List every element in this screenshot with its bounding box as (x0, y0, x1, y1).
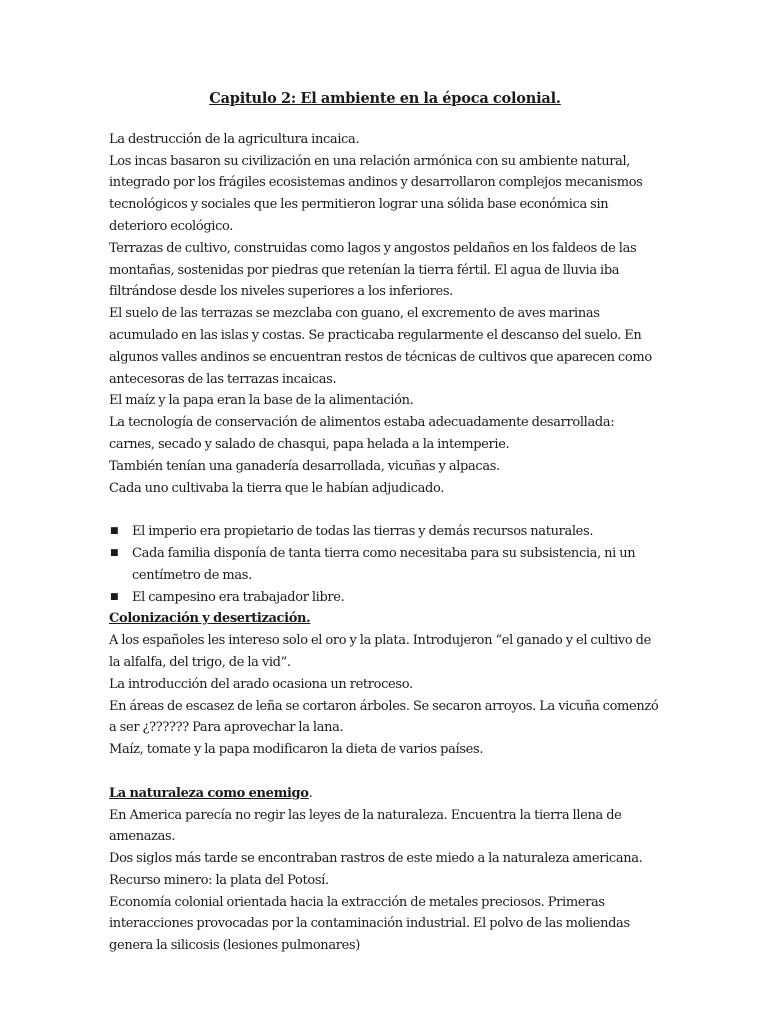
paragraph: También tenían una ganadería desarrollada, vicuñas y alpacas. (109, 458, 500, 474)
paragraph: La destrucción de la agricultura incaica. (109, 131, 360, 147)
paragraph: Dos siglos más tarde se encontraban rastros de este miedo a la naturaleza americana. (109, 851, 643, 867)
page-title: Capitulo 2: El ambiente en la época colonial. (209, 90, 561, 107)
blank-line (109, 761, 661, 783)
section-agricultura-incaica (109, 129, 661, 500)
paragraph: Cada uno cultivaba la tierra que le habían adjudicado. (109, 480, 445, 496)
paragraph: Terrazas de cultivo, construidas como lagos y angostos peldaños en los faldeos de las montañas, sostenidas por piedras que retenían la tierra fértil. El agua de lluvia iba filtrándose desde los niveles superiores a los inferiores. (109, 240, 637, 300)
heading-period: . (308, 785, 313, 801)
paragraph: Economía colonial orientada hacia la extracción de metales preciosos. Primeras interacciones provocadas por la contaminación industrial. El polvo de las moliendas genera la silicosis (lesiones pulmonares) (109, 894, 630, 954)
paragraph: En America parecía no regir las leyes de la naturaleza. Encuentra la tierra llena de amenazas. (109, 807, 622, 845)
paragraph: A los españoles les intereso solo el oro y la plata. Introdujeron “el ganado y el cultivo de la alfalfa, del trigo, de la vid”. (109, 633, 651, 670)
blank-line (109, 499, 661, 521)
section-colonizacion (109, 608, 661, 761)
bullet-list (109, 521, 661, 608)
paragraph: La tecnología de conservación de alimentos estaba adecuadamente desarrollada: carnes, secado y salado de chasqui, papa helada a la intemperie. (109, 415, 615, 452)
square-bullet-icon: ■ (110, 591, 119, 602)
paragraph: Recurso minero: la plata del Potosí. (109, 872, 329, 888)
section-heading-line (109, 783, 661, 805)
paragraph: Los incas basaron su civilización en una relación armónica con su ambiente natural, integrado por los frágiles ecosistemas andinos y desarrollaron complejos mecanismos tecnológicos y sociales que les permitieron lograr una sólida base económica sin deterioro ecológico. (109, 153, 643, 234)
paragraph: En áreas de escasez de leña se cortaron árboles. Se secaron arroyos. La vicuña comenzó a ser ¿?????? Para aprovechar la lana. (109, 698, 659, 736)
section-naturaleza-enemigo (109, 783, 661, 957)
list-item-text: El campesino era trabajador libre. (132, 589, 345, 605)
paragraph: El maíz y la papa eran la base de la alimentación. (109, 393, 414, 409)
section-heading: Colonización y desertización. (109, 611, 311, 627)
list-item (109, 521, 661, 543)
square-bullet-icon: ■ (110, 547, 119, 558)
paragraph: El suelo de las terrazas se mezclaba con guano, el excremento de aves marinas acumulado en las islas y costas. Se practicaba regularmente el descanso del suelo. En algunos valles andinos se encuentran restos de técnicas de cultivos que aparecen como antecesoras de las terrazas incaicas. (109, 306, 652, 387)
list-item (109, 587, 661, 609)
list-item (109, 543, 661, 587)
list-item-text: Cada familia disponía de tanta tierra como necesitaba para su subsistencia, ni un centímetro de mas. (132, 545, 636, 583)
document-page (109, 88, 661, 957)
paragraph: La introducción del arado ocasiona un retroceso. (109, 676, 413, 692)
square-bullet-icon: ■ (110, 526, 119, 537)
section-heading: La naturaleza como enemigo (109, 785, 309, 801)
list-item-text: El imperio era propietario de todas las tierras y demás recursos naturales. (132, 524, 594, 540)
paragraph: Maíz, tomate y la papa modificaron la dieta de varios países. (109, 742, 484, 758)
